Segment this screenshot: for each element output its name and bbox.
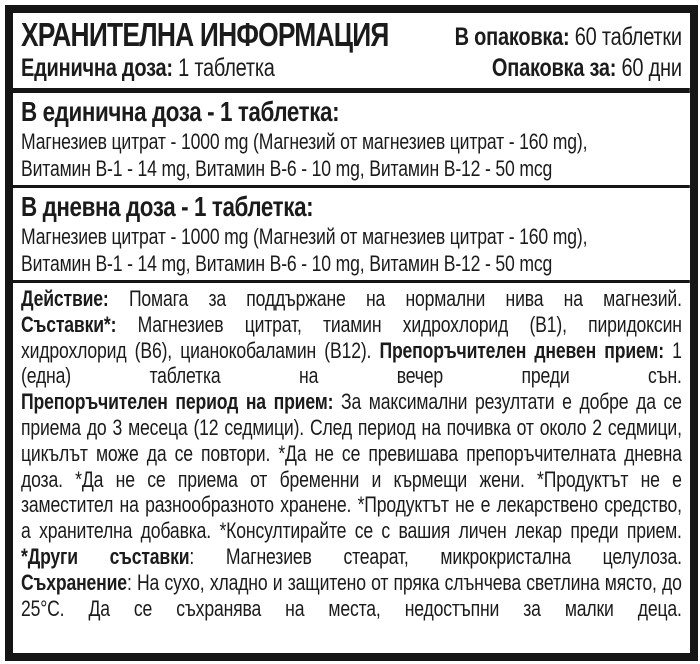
nutrient-line: Витамин B-1 - 14 mg, Витамин B-6 - 10 mg, Витамин B-12 - 50 mcg — [21, 251, 553, 276]
info-paragraph-ingredients: Съставки*: Магнезиев цитрат, тиамин хидрохлорид (B1), пиридоксин хидрохлорид (B6), цианокобаламин (B12). Препоръчителен дневен прием: 1 (една) таблетка на вечер преди сън. — [21, 311, 682, 389]
nutrient-line: Магнезиев цитрат - 1000 mg (Магнезий от магнезиев цитрат - 160 mg), — [21, 224, 588, 249]
info-paragraph-storage: Съхранение: На сухо, хладно и защитено от пряка слънчева светлина място, до 25°C. Да се съхранява на места, недостъпни за малки деца. — [21, 569, 682, 621]
unit-dose-label: Единична доза: — [21, 54, 173, 82]
nutrient-line: Витамин B-1 - 14 mg, Витамин B-6 - 10 mg, Витамин B-12 - 50 mcg — [21, 156, 553, 181]
pack-duration-value: 60 дни — [616, 54, 682, 82]
info-block — [13, 286, 690, 621]
pack-count-label: В опаковка: — [454, 23, 570, 51]
label-header-left — [21, 17, 389, 83]
divider-section-1 — [13, 185, 690, 188]
section-heading: В единична доза - 1 таблетка: — [21, 96, 340, 127]
unit-dose-value: 1 таблетка — [172, 54, 275, 82]
info-paragraph-action: Действие: Помага за поддържане на нормални нива на магнезий. — [21, 286, 682, 311]
label-content — [13, 13, 690, 621]
unit-dose-line — [21, 53, 389, 83]
pack-duration-line — [455, 53, 682, 84]
daily-dose-section — [13, 191, 690, 277]
info-paragraph-intake-period: Препоръчителен период на прием: За максимални резултати е добре да се приема до 3 месеца (12 седмици). След период на почивка от около 2 седмици, цикълът може да се повтори. *Да не се превишава препоръчителната дневна доза. *Да не се приема от бременни и кърмещи жени. *Продуктът не е заместител на разнообразното хранене. *Продуктът не е лекарствено средство, а хранителна добавка. *Консултирайте се с вашия личен лекар преди прием. — [21, 389, 682, 544]
nutrient-line: Магнезиев цитрат - 1000 mg (Магнезий от магнезиев цитрат - 160 mg), — [21, 129, 588, 154]
section-heading: В дневна доза - 1 таблетка: — [21, 191, 314, 222]
divider-header — [13, 88, 690, 93]
divider-section-2 — [13, 280, 690, 283]
page-title: ХРАНИТЕЛНА ИНФОРМАЦИЯ — [21, 16, 389, 53]
pack-count-line — [455, 22, 682, 53]
info-paragraph-other-ingredients: *Други съставки: Магнезиев стеарат, микрокристална целулоза. — [21, 543, 682, 569]
single-dose-section — [13, 96, 690, 182]
pack-info — [455, 17, 682, 84]
label-header — [13, 17, 690, 84]
pack-count-value: 60 таблетки — [569, 23, 682, 51]
nutrition-label — [5, 5, 698, 661]
pack-duration-label: Опаковка за: — [491, 54, 617, 82]
